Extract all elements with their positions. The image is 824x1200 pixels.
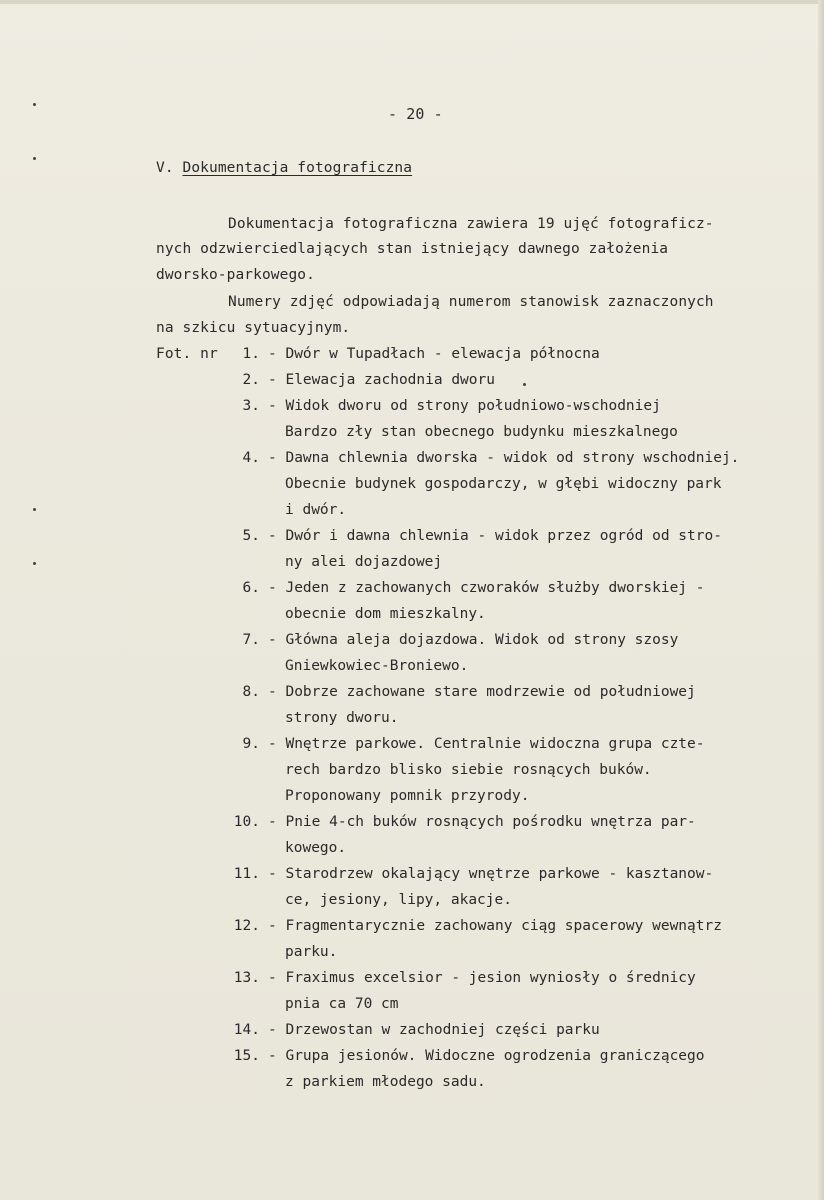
photo-number: 4. <box>242 450 260 466</box>
photo-caption-line: strony dworu. <box>285 710 399 726</box>
photo-number: 3. <box>242 398 260 414</box>
photo-number: 8. <box>242 684 260 700</box>
photo-caption-line: - Drzewostan w zachodniej części parku <box>268 1022 600 1038</box>
section-title: Dokumentacja fotograficzna <box>182 160 413 176</box>
photo-caption-line: - Grupa jesionów. Widoczne ogrodzenia graniczącego <box>268 1048 705 1064</box>
margin-mark <box>33 508 36 511</box>
photo-caption-line: parku. <box>285 944 338 960</box>
photo-caption-line: Bardzo zły stan obecnego budynku mieszkalnego <box>285 424 678 440</box>
photo-number: 6. <box>242 580 260 596</box>
photo-caption-line: rech bardzo blisko siebie rosnących buków. <box>285 762 652 778</box>
margin-mark <box>33 157 36 160</box>
scan-edge-top <box>0 0 824 4</box>
photo-caption-line: Gniewkowiec-Broniewo. <box>285 658 469 674</box>
photo-number: 1. <box>242 346 260 362</box>
photo-number: 10. <box>233 814 260 830</box>
intro-line: nych odzwierciedlających stan istniejący dawnego założenia <box>156 241 669 257</box>
photo-caption-line: Proponowany pomnik przyrody. <box>285 788 530 804</box>
photo-number: 14. <box>233 1022 260 1038</box>
photo-caption-line: - Starodrzew okalający wnętrze parkowe - kasztanow- <box>268 866 714 882</box>
photo-number: 11. <box>233 866 260 882</box>
photo-caption-line: - Pnie 4-ch buków rosnących pośrodku wnętrza par- <box>268 814 696 830</box>
intro-line: dworsko-parkowego. <box>156 267 315 283</box>
photo-caption-line: - Jeden z zachowanych czworaków służby dworskiej - <box>268 580 705 596</box>
section-heading <box>156 158 412 178</box>
photo-caption-line: - Dawna chlewnia dworska - widok od strony wschodniej. <box>268 450 740 466</box>
intro-line: na szkicu sytuacyjnym. <box>156 320 351 336</box>
photo-caption-line: - Widok dworu od strony południowo-wschodniej <box>268 398 661 414</box>
margin-mark <box>523 383 526 386</box>
photo-caption-line: ce, jesiony, lipy, akacje. <box>285 892 512 908</box>
scan-edge-right <box>818 0 824 1200</box>
photo-caption-line: Obecnie budynek gospodarczy, w głębi widoczny park <box>285 476 722 492</box>
photo-number: 2. <box>242 372 260 388</box>
photo-caption-line: pnia ca 70 cm <box>285 996 399 1012</box>
photo-caption-line: - Fraximus excelsior - jesion wyniosły o średnicy <box>268 970 696 986</box>
intro-line: Dokumentacja fotograficzna zawiera 19 ujęć fotograficz- <box>228 216 714 232</box>
photo-caption-line: - Fragmentarycznie zachowany ciąg spacerowy wewnątrz <box>268 918 722 934</box>
section-prefix: V. <box>156 160 183 176</box>
photo-number: 5. <box>242 528 260 544</box>
page-number: - 20 - <box>388 105 443 123</box>
margin-mark <box>33 562 36 565</box>
photo-caption-line: - Dobrze zachowane stare modrzewie od południowej <box>268 684 696 700</box>
photo-caption-line: kowego. <box>285 840 347 856</box>
photo-number: 15. <box>233 1048 260 1064</box>
photo-number: 9. <box>242 736 260 752</box>
photo-caption-line: - Dwór w Tupadłach - elewacja północna <box>268 346 600 362</box>
photo-caption-line: ny alei dojazdowej <box>285 554 443 570</box>
photo-caption-line: obecnie dom mieszkalny. <box>285 606 486 622</box>
photo-list-label: Fot. nr <box>156 346 218 362</box>
photo-caption-line: - Dwór i dawna chlewnia - widok przez ogród od stro- <box>268 528 722 544</box>
photo-number: 12. <box>233 918 260 934</box>
photo-caption-line: z parkiem młodego sadu. <box>285 1074 486 1090</box>
photo-caption-line: - Główna aleja dojazdowa. Widok od strony szosy <box>268 632 679 648</box>
photo-caption-line: - Wnętrze parkowe. Centralnie widoczna grupa czte- <box>268 736 705 752</box>
photo-caption-line: i dwór. <box>285 502 347 518</box>
photo-number: 7. <box>242 632 260 648</box>
photo-caption-line: - Elewacja zachodnia dworu <box>268 372 495 388</box>
margin-mark <box>33 103 36 106</box>
photo-number: 13. <box>233 970 260 986</box>
intro-line: Numery zdjęć odpowiadają numerom stanowisk zaznaczonych <box>228 294 714 310</box>
